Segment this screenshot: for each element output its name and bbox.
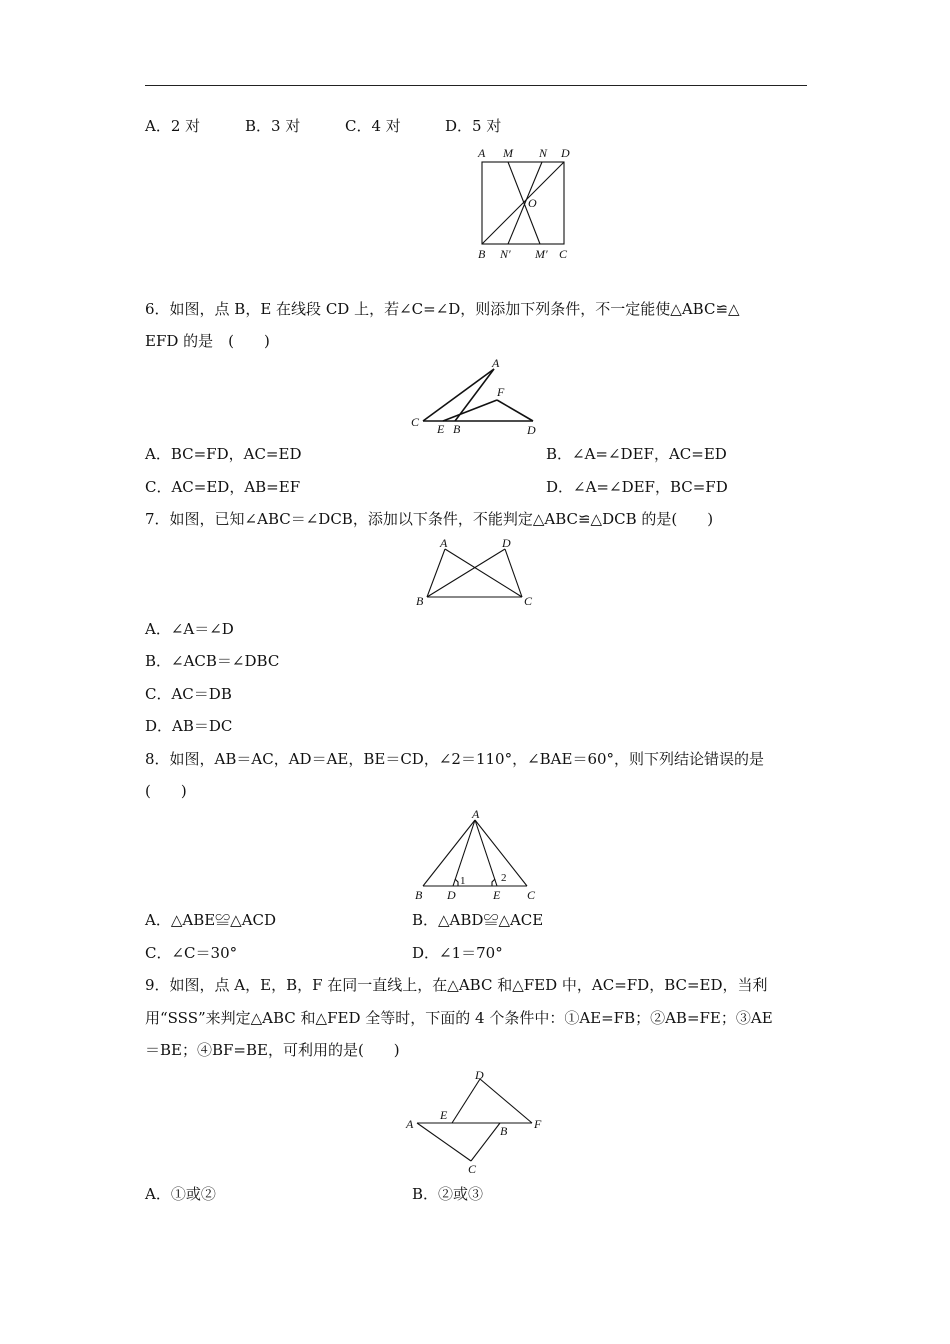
q7-line-ba (427, 549, 445, 597)
q8-option-a[interactable]: A．△ABE≌△ACD (145, 911, 277, 929)
q7-stem: 7．如图，已知∠ABC＝∠DCB，添加以下条件，不能判定△ABC≌△DCB 的是( ) (145, 510, 714, 528)
q6-label-c: C (411, 415, 420, 429)
q9-figure (400, 1066, 550, 1178)
q8-label-c: C (527, 888, 536, 902)
q7-label-c: C (524, 594, 533, 608)
q6-line-ef (443, 400, 497, 421)
q6-label-f: F (497, 385, 505, 399)
q7-option-c[interactable]: C．AC＝DB (145, 685, 232, 703)
q9-line-df (480, 1079, 532, 1123)
q5-label-c: C (559, 247, 568, 261)
q8-option-c[interactable]: C．∠C＝30° (145, 944, 238, 962)
q9-stem-line3: ＝BE；④BF=BE，可利用的是( ) (145, 1041, 400, 1059)
q8-line-ab (423, 820, 475, 886)
q6-line-fd (497, 400, 533, 421)
q6-label-b: B (453, 422, 461, 436)
q5-label-b: B (478, 247, 486, 261)
q7-option-d[interactable]: D．AB＝DC (145, 717, 233, 735)
q9-line-ac (417, 1123, 471, 1161)
q7-label-b: B (416, 594, 424, 608)
q6-option-d[interactable]: D．∠A=∠DEF，BC=FD (546, 478, 728, 496)
q9-line-ed (452, 1079, 480, 1123)
q5-label-m: M (503, 146, 513, 160)
q9-label-e: E (440, 1108, 448, 1122)
q6-line-ca (423, 369, 494, 421)
q8-label-angle-2: 2 (501, 872, 507, 884)
q8-line-ae (475, 820, 497, 886)
q8-label-e: E (493, 888, 501, 902)
q5-option-a[interactable]: A．2 对 (145, 117, 201, 135)
q5-label-n-prime: N′ (500, 247, 511, 261)
q8-option-b[interactable]: B．△ABD≌△ACE (412, 911, 544, 929)
q5-label-o: O (528, 196, 537, 210)
q8-option-d[interactable]: D．∠1＝70° (412, 944, 503, 962)
q6-stem-line2: EFD 的是 ( ) (145, 332, 270, 350)
q5-option-c[interactable]: C．4 对 (345, 117, 401, 135)
q5-label-n: N (539, 146, 548, 160)
q6-option-a[interactable]: A．BC=FD，AC=ED (145, 445, 302, 463)
q8-stem-line2: ( ) (145, 782, 187, 800)
q9-label-c: C (468, 1162, 477, 1176)
q8-angle-2-arc (492, 879, 495, 886)
q6-figure (405, 357, 550, 439)
q6-label-a: A (492, 356, 500, 370)
q8-label-d: D (447, 888, 456, 902)
q6-label-e: E (437, 422, 445, 436)
q7-label-d: D (502, 536, 511, 550)
q9-option-a[interactable]: A．①或② (145, 1185, 216, 1203)
q9-label-a: A (406, 1117, 414, 1131)
q6-option-b[interactable]: B．∠A=∠DEF，AC=ED (546, 445, 727, 463)
q9-stem-line2: 用“SSS”来判定△ABC 和△FED 全等时，下面的 4 个条件中：①AE=FB；②AB=FE；③AE (145, 1009, 773, 1027)
q9-label-f: F (534, 1117, 542, 1131)
q5-option-b[interactable]: B．3 对 (245, 117, 301, 135)
q7-figure (410, 535, 540, 610)
q9-label-b: B (500, 1124, 508, 1138)
q8-angle-1-arc (455, 879, 458, 886)
q8-label-b: B (415, 888, 423, 902)
q5-label-m-prime: M′ (535, 247, 548, 261)
header-rule (145, 85, 807, 86)
q7-label-a: A (440, 536, 448, 550)
q7-line-bd (427, 549, 505, 597)
q5-label-a: A (478, 146, 486, 160)
q6-option-c[interactable]: C．AC=ED，AB=EF (145, 478, 301, 496)
q9-label-d: D (475, 1068, 484, 1082)
q7-line-dc (505, 549, 522, 597)
q7-line-ac (445, 549, 522, 597)
q8-stem-line1: 8．如图，AB＝AC，AD＝AE，BE＝CD，∠2＝110°，∠BAE＝60°，则下列结论错误的是 (145, 750, 765, 768)
q9-line-cb (471, 1123, 500, 1161)
q9-option-b[interactable]: B．②或③ (412, 1185, 484, 1203)
q8-label-a: A (472, 807, 480, 821)
q8-label-angle-1: 1 (460, 875, 466, 887)
q5-figure (470, 142, 580, 267)
q7-option-b[interactable]: B．∠ACB＝∠DBC (145, 652, 280, 670)
q5-line-bd (482, 162, 564, 244)
q5-option-d[interactable]: D．5 对 (445, 117, 502, 135)
q9-stem-line1: 9．如图，点 A，E，B，F 在同一直线上，在△ABC 和△FED 中，AC=FD，BC=ED，当利 (145, 976, 768, 994)
q6-label-d: D (527, 423, 536, 437)
q5-label-d: D (561, 146, 570, 160)
q8-figure (405, 806, 550, 906)
q6-stem-line1: 6．如图，点 B，E 在线段 CD 上，若∠C=∠D，则添加下列条件，不一定能使△ABC≌△ (145, 300, 740, 318)
q7-option-a[interactable]: A．∠A＝∠D (145, 620, 234, 638)
